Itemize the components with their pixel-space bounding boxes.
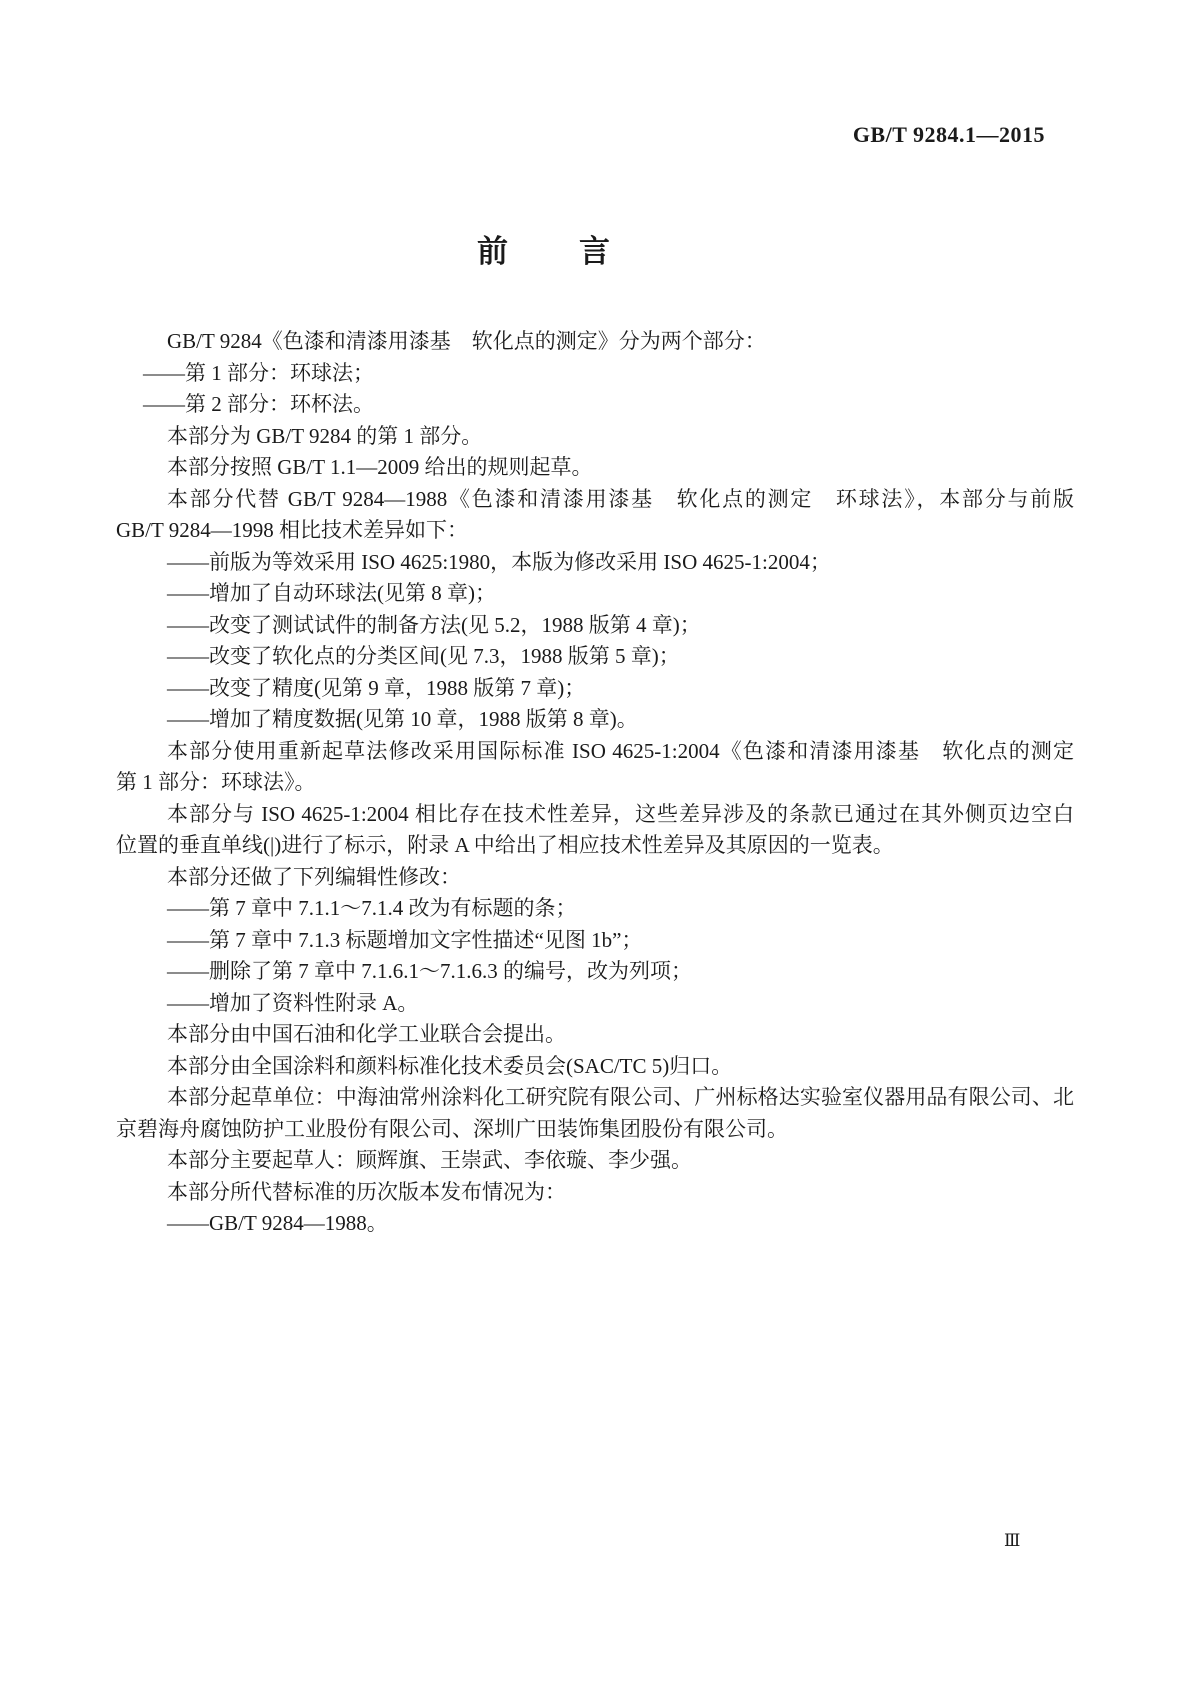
foreword-body [116,326,1074,1240]
body-line: 本部分主要起草人：顾辉旗、王崇武、李依璇、李少强。 [167,1148,692,1172]
body-line: 本部分由中国石油和化学工业联合会提出。 [167,1022,566,1046]
body-line: 本部分所代替标准的历次版本发布情况为： [167,1179,566,1204]
body-line: ——GB/T 9284—1988。 [167,1211,388,1235]
body-line: ——第 7 章中 7.1.1～7.1.4 改为有标题的条； [167,896,577,920]
body-line: 本部分使用重新起草法修改采用国际标准 ISO 4625-1:2004《色漆和清漆用漆基 软化点的测定 [167,738,1074,763]
body-line: 京碧海舟腐蚀防护工业股份有限公司、深圳广田装饰集团股份有限公司。 [116,1116,788,1141]
body-line: 本部分为 GB/T 9284 的第 1 部分。 [167,423,483,448]
body-line: ——第 2 部分：环杯法。 [143,392,374,416]
body-line: ——改变了测试试件的制备方法(见 5.2，1988 版第 4 章)； [167,612,701,637]
body-line: ——增加了自动环球法(见第 8 章)； [167,581,496,605]
body-line: 本部分由全国涂料和颜料标准化技术委员会(SAC/TC 5)归口。 [167,1053,733,1078]
body-line: ——改变了精度(见第 9 章，1988 版第 7 章)； [167,675,586,700]
body-line: 第 1 部分：环球法》。 [116,770,316,794]
page-number: Ⅲ [1004,1531,1022,1550]
body-line: 本部分起草单位：中海油常州涂料化工研究院有限公司、广州标格达实验室仪器用品有限公司、北 [167,1085,1074,1109]
page-title: 前 言 [477,234,613,270]
body-line: 本部分按照 GB/T 1.1—2009 给出的规则起草。 [167,455,593,479]
body-line: ——第 1 部分：环球法； [143,360,374,385]
body-line: ——增加了精度数据(见第 10 章，1988 版第 8 章)。 [167,707,638,731]
body-line: GB/T 9284—1998 相比技术差异如下： [116,518,468,542]
body-line: 位置的垂直单线(|)进行了标示，附录 A 中给出了相应技术性差异及其原因的一览表。 [116,833,894,857]
standard-number-header: GB/T 9284.1—2015 [852,122,1045,147]
body-line: ——改变了软化点的分类区间(见 7.3，1988 版第 5 章)； [167,644,680,668]
body-line: ——第 7 章中 7.1.3 标题增加文字性描述“见图 1b”； [167,927,643,952]
body-line: 本部分还做了下列编辑性修改： [167,864,461,889]
body-line: GB/T 9284《色漆和清漆用漆基 软化点的测定》分为两个部分： [167,329,766,353]
body-line: 本部分与 ISO 4625-1:2004 相比存在技术性差异，这些差异涉及的条款已通过在其外侧页边空白 [167,801,1074,826]
body-line: 本部分代替 GB/T 9284—1988《色漆和清漆用漆基 软化点的测定 环球法》，本部分与前版 [167,486,1074,511]
body-line: ——增加了资料性附录 A。 [167,990,419,1015]
body-line: ——前版为等效采用 ISO 4625:1980，本版为修改采用 ISO 4625-1:2004； [167,549,831,574]
body-line: ——删除了第 7 章中 7.1.6.1～7.1.6.3 的编号，改为列项； [167,959,692,983]
